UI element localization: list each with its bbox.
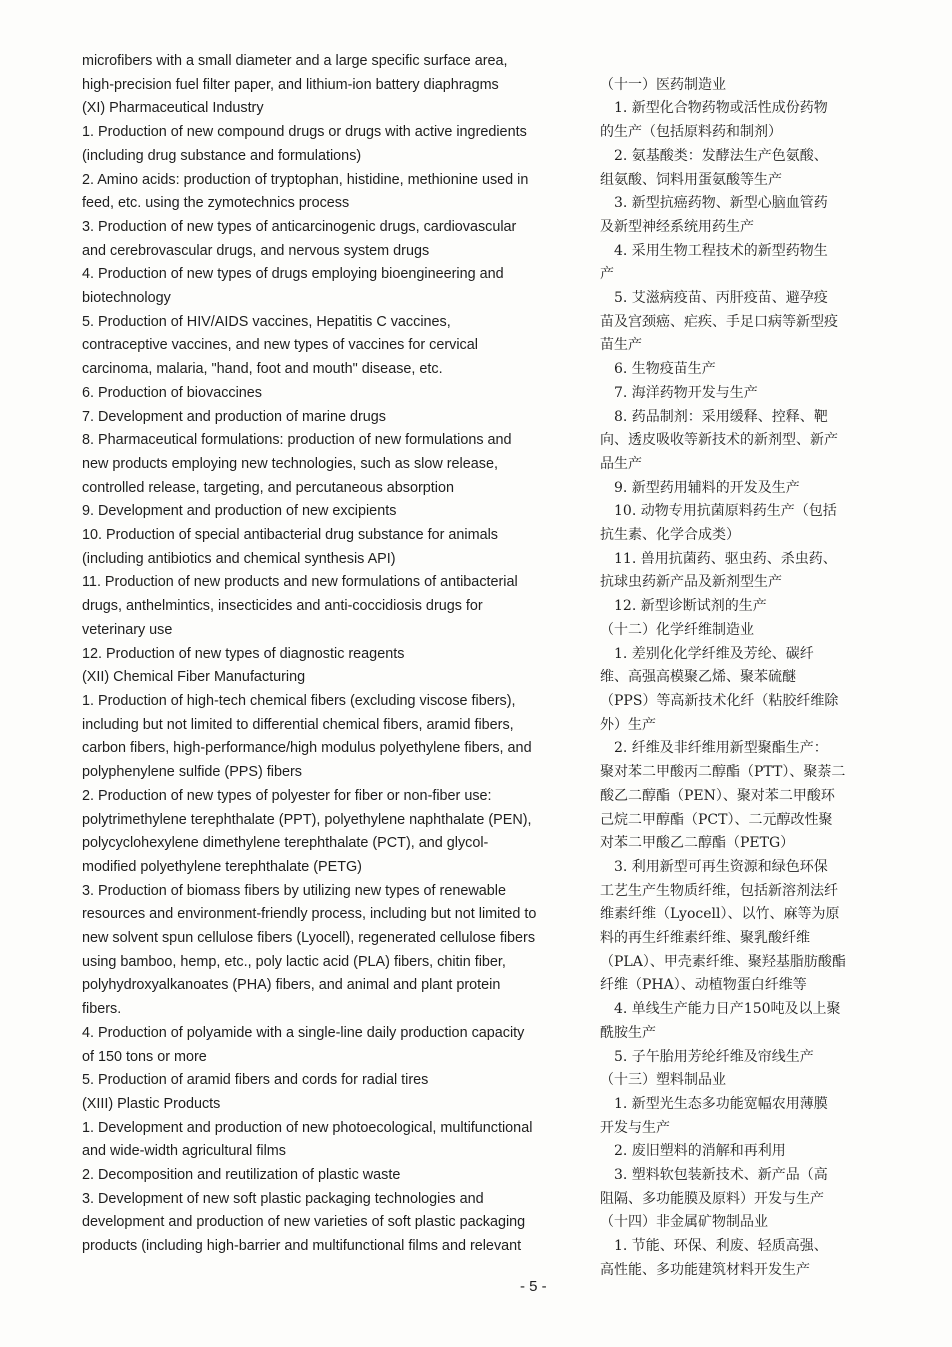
chinese-text-line: 抗球虫药新产品及新剂型生产: [600, 574, 782, 591]
page-number: - 5 -: [520, 1278, 547, 1295]
english-text-line: polyhydroxyalkanoates (PHA) fibers, and animal and plant protein: [82, 977, 501, 994]
english-text-line: including but not limited to differential chemical fibers, aramid fibers,: [82, 716, 514, 733]
chinese-text-line: 组氨酸、饲料用蛋氨酸等生产: [600, 171, 782, 188]
chinese-text-line: 抗生素、化学合成类）: [600, 527, 740, 544]
chinese-text-line: 3. 新型抗癌药物、新型心脑血管药: [600, 195, 828, 212]
english-text-line: (including antibiotics and chemical synthesis API): [82, 550, 396, 567]
english-text-line: products (including high-barrier and multifunctional films and relevant: [82, 1238, 522, 1255]
english-text-line: using bamboo, hemp, etc., poly lactic acid (PLA) fibers, chitin fiber,: [82, 953, 506, 970]
english-text-line: 6. Production of biovaccines: [82, 384, 262, 401]
english-text-line: 5. Production of HIV/AIDS vaccines, Hepatitis C vaccines,: [82, 313, 451, 330]
chinese-text-line: 维、高强高模聚乙烯、聚苯硫醚: [600, 669, 796, 686]
english-text-line: polycyclohexylene dimethylene terephthalate (PCT), and glycol-: [82, 835, 489, 852]
english-text-line: microfibers with a small diameter and a large specific surface area,: [82, 53, 508, 69]
english-text-line: 3. Production of biomass fibers by utilizing new types of renewable: [82, 882, 506, 899]
chinese-text-line: 的生产（包括原料药和制剂）: [600, 124, 782, 141]
english-text-line: (including drug substance and formulations): [82, 147, 362, 164]
chinese-text-line: 4. 单线生产能力日产150吨及以上聚: [600, 1001, 841, 1018]
english-text-line: 9. Development and production of new excipients: [82, 503, 397, 520]
chinese-text-line: （十四）非金属矿物制品业: [600, 1214, 768, 1231]
english-text-line: biotechnology: [82, 290, 171, 307]
english-text-line: carbon fibers, high-performance/high modulus polyethylene fibers, and: [82, 740, 532, 757]
english-text-line: 10. Production of special antibacterial drug substance for animals: [82, 527, 498, 544]
chinese-text-line: 1. 差别化化学纤维及芳纶、碳纤: [600, 645, 814, 662]
chinese-text-line: 1. 新型化合物药物或活性成份药物: [600, 100, 828, 117]
chinese-text-line: 5. 子午胎用芳纶纤维及帘线生产: [600, 1048, 814, 1065]
chinese-text-line: 3. 利用新型可再生资源和绿色环保: [600, 858, 828, 875]
chinese-text-line: 工艺生产生物质纤维，包括新溶剂法纤: [600, 882, 838, 899]
english-column: [82, 50, 550, 1259]
english-text-line: high-precision fuel filter paper, and lithium-ion battery diaphragms: [82, 76, 499, 93]
english-text-line: polytrimethylene terephthalate (PPT), polyethylene naphthalate (PEN),: [82, 811, 532, 828]
english-text-line: 1. Production of high-tech chemical fibers (excluding viscose fibers),: [82, 692, 516, 709]
english-text-line: 2. Decomposition and reutilization of plastic waste: [82, 1167, 401, 1184]
chinese-text-line: 3. 塑料软包装新技术、新产品（高: [600, 1167, 828, 1184]
english-text-line: (XI) Pharmaceutical Industry: [82, 100, 264, 117]
english-text-line: development and production of new varieties of soft plastic packaging: [82, 1214, 526, 1231]
chinese-text-line: 2. 氨基酸类：发酵法生产色氨酸、: [600, 147, 828, 164]
english-text-line: carcinoma, malaria, "hand, foot and mouth" disease, etc.: [82, 361, 443, 378]
chinese-text-line: 纤维（PHA）、动植物蛋白纤维等: [600, 977, 807, 994]
chinese-text-line: 品生产: [600, 455, 642, 472]
chinese-text-line: 苗生产: [600, 337, 642, 354]
chinese-text-line: 酰胺生产: [600, 1024, 656, 1041]
english-text-line: 5. Production of aramid fibers and cords for radial tires: [82, 1072, 429, 1089]
chinese-text-line: （十一）医药制造业: [600, 76, 726, 93]
chinese-text-line: 开发与生产: [600, 1119, 670, 1136]
english-text-line: fibers.: [82, 1001, 122, 1018]
english-text-line: 3. Development of new soft plastic packaging technologies and: [82, 1190, 484, 1207]
chinese-text-line: 9. 新型药用辅料的开发及生产: [600, 479, 800, 496]
english-text-line: 4. Production of polyamide with a single-line daily production capacity: [82, 1024, 525, 1041]
chinese-text-line: 产: [600, 266, 614, 283]
chinese-text-line: 外）生产: [600, 716, 656, 733]
chinese-text-line: 己烷二甲醇酯（PCT）、二元醇改性聚: [600, 811, 833, 828]
english-text-line: (XIII) Plastic Products: [82, 1095, 221, 1112]
chinese-text-line: 8. 药品制剂：采用缓释、控释、靶: [600, 408, 828, 425]
chinese-text-line: 10. 动物专用抗菌原料药生产（包括: [600, 503, 837, 520]
chinese-text-line: （PPS）等高新技术化纤（粘胶纤维除: [600, 692, 839, 709]
chinese-text-line: 维素纤维（Lyocell）、以竹、麻等为原: [600, 906, 840, 923]
chinese-text-line: 5. 艾滋病疫苗、丙肝疫苗、避孕疫: [600, 290, 828, 307]
chinese-column: [600, 50, 870, 1283]
chinese-text-line: 2. 废旧塑料的消解和再利用: [600, 1143, 786, 1160]
chinese-text-line: 高性能、多功能建筑材料开发生产: [600, 1261, 810, 1278]
english-text-line: new products employing new technologies, such as slow release,: [82, 455, 498, 472]
english-text-line: new solvent spun cellulose fibers (Lyocell), regenerated cellulose fibers: [82, 930, 536, 947]
english-text-line: and cerebrovascular drugs, and nervous system drugs: [82, 242, 430, 259]
chinese-text-line: 2. 纤维及非纤维用新型聚酯生产：: [600, 740, 828, 757]
english-text-line: polyphenylene sulfide (PPS) fibers: [82, 764, 302, 781]
english-text-line: 1. Production of new compound drugs or drugs with active ingredients: [82, 124, 527, 141]
english-text-line: 8. Pharmaceutical formulations: production of new formulations and: [82, 432, 512, 449]
chinese-text-line: 1. 节能、环保、利废、轻质高强、: [600, 1238, 828, 1255]
chinese-text-line: 阻隔、多功能膜及原料）开发与生产: [600, 1190, 824, 1207]
english-text-line: (XII) Chemical Fiber Manufacturing: [82, 669, 306, 686]
english-text-line: veterinary use: [82, 621, 173, 638]
chinese-text-line: 向、透皮吸收等新技术的新剂型、新产: [600, 432, 838, 449]
chinese-text-line: 苗及宫颈癌、疟疾、手足口病等新型疫: [600, 313, 838, 330]
english-text-line: of 150 tons or more: [82, 1048, 207, 1065]
chinese-text-line: 4. 采用生物工程技术的新型药物生: [600, 242, 828, 259]
chinese-text-line: 6. 生物疫苗生产: [600, 361, 716, 378]
english-text-line: 7. Development and production of marine drugs: [82, 408, 386, 425]
english-text-line: drugs, anthelmintics, insecticides and anti-coccidiosis drugs for: [82, 598, 483, 615]
english-text-line: 2. Production of new types of polyester for fiber or non-fiber use:: [82, 787, 492, 804]
chinese-text-line: （十二）化学纤维制造业: [600, 621, 754, 638]
chinese-text-line: 聚对苯二甲酸丙二醇酯（PTT）、聚萘二: [600, 764, 846, 781]
english-text-line: 12. Production of new types of diagnostic reagents: [82, 645, 405, 662]
english-text-line: 3. Production of new types of anticarcinogenic drugs, cardiovascular: [82, 218, 517, 235]
chinese-text-line: （十三）塑料制品业: [600, 1072, 726, 1089]
english-text-line: controlled release, targeting, and percutaneous absorption: [82, 479, 455, 496]
chinese-text-line: 酸乙二醇酯（PEN）、聚对苯二甲酸环: [600, 787, 835, 804]
english-text-line: 11. Production of new products and new formulations of antibacterial: [82, 574, 518, 591]
english-text-line: 4. Production of new types of drugs employing bioengineering and: [82, 266, 504, 283]
chinese-text-line: [600, 50, 870, 74]
english-text-line: resources and environment-friendly process, including but not limited to: [82, 906, 537, 923]
english-text-line: 1. Development and production of new photoecological, multifunctional: [82, 1119, 533, 1136]
chinese-text-line: 对苯二甲酸乙二醇酯（PETG）: [600, 835, 795, 852]
english-text-line: contraceptive vaccines, and new types of vaccines for cervical: [82, 337, 478, 354]
chinese-text-line: （PLA）、甲壳素纤维、聚羟基脂肪酸酯: [600, 953, 846, 970]
chinese-text-line: 及新型神经系统用药生产: [600, 218, 754, 235]
chinese-text-line: 7. 海洋药物开发与生产: [600, 384, 758, 401]
english-text-line: and wide-width agricultural films: [82, 1143, 286, 1160]
chinese-text-line: 1. 新型光生态多功能宽幅农用薄膜: [600, 1095, 828, 1112]
chinese-text-line: 料的再生纤维素纤维、聚乳酸纤维: [600, 930, 810, 947]
english-text-line: 2. Amino acids: production of tryptophan, histidine, methionine used in: [82, 171, 529, 188]
english-text-line: modified polyethylene terephthalate (PETG): [82, 858, 362, 875]
chinese-text-line: 12. 新型诊断试剂的生产: [600, 598, 767, 615]
english-text-line: feed, etc. using the zymotechnics process: [82, 195, 350, 212]
chinese-text-line: 11. 兽用抗菌药、驱虫药、杀虫药、: [600, 550, 837, 567]
